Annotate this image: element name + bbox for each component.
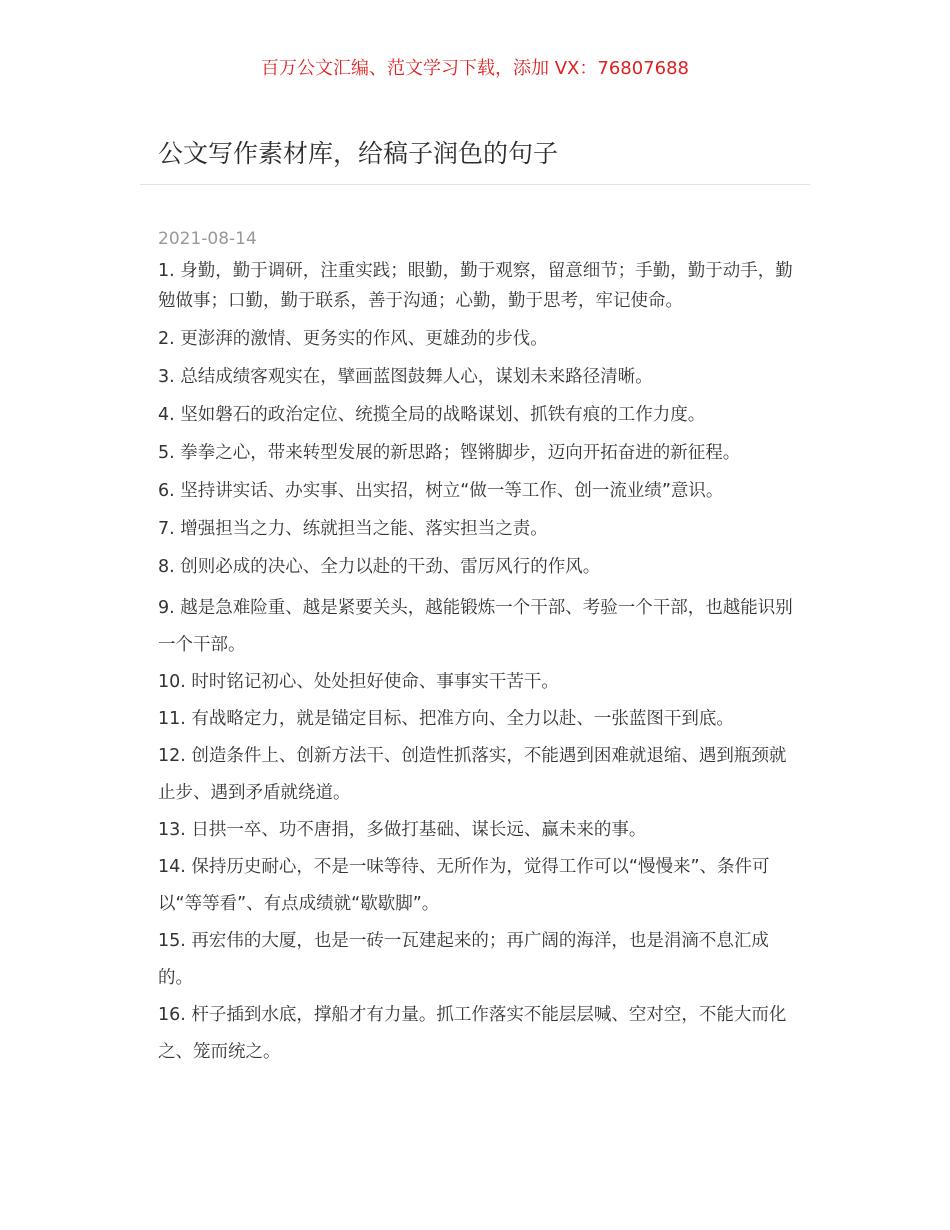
list-item: 11. 有战略定力，就是锚定目标、把准方向、全力以赴、一张蓝图干到底。 xyxy=(158,709,734,729)
list-item: 10. 时时铭记初心、处处担好使命、事事实干苦干。 xyxy=(158,672,559,692)
list-item: 4. 坚如磐石的政治定位、统揽全局的战略谋划、抓铁有痕的工作力度。 xyxy=(158,405,706,425)
list-item: 8. 创则必成的决心、全力以赴的干劲、雷厉风行的作风。 xyxy=(158,557,601,577)
promo-banner: 百万公文汇编、范文学习下载，添加 VX：76807688 xyxy=(261,58,689,79)
list-item: 6. 坚持讲实话、办实事、出实招，树立“做一等工作、创一流业绩”意识。 xyxy=(158,481,724,501)
list-item: 15. 再宏伟的大厦，也是一砖一瓦建起来的；再广阔的海洋，也是涓滴不息汇成的。 xyxy=(158,931,769,988)
list-item: 12. 创造条件上、创新方法干、创造性抓落实，不能遇到困难就退缩、遇到瓶颈就止步、遇到矛盾就绕道。 xyxy=(158,746,787,803)
list-item: 16. 杆子插到水底，撑船才有力量。抓工作落实不能层层喊、空对空，不能大而化之、笼而统之。 xyxy=(158,1005,787,1062)
article-body xyxy=(158,256,798,1071)
list-item: 7. 增强担当之力、练就担当之能、落实担当之责。 xyxy=(158,519,548,539)
list-item: 9. 越是急难险重、越是紧要关头，越能锻炼一个干部、考验一个干部，也越能识别一个干部。 xyxy=(158,598,793,655)
list-item: 3. 总结成绩客观实在，擘画蓝图鼓舞人心，谋划未来路径清晰。 xyxy=(158,367,653,387)
article-date: 2021-08-14 xyxy=(158,229,257,249)
list-item: 2. 更澎湃的激情、更务实的作风、更雄劲的步伐。 xyxy=(158,329,548,349)
list-item: 1. 身勤，勤于调研，注重实践；眼勤，勤于观察，留意细节；手勤，勤于动手，勤勉做事；口勤，勤于联系，善于沟通；心勤，勤于思考，牢记使命。 xyxy=(158,261,793,311)
list-item: 14. 保持历史耐心，不是一味等待、无所作为，觉得工作可以“慢慢来”、条件可以“等等看”、有点成绩就“歇歇脚”。 xyxy=(158,857,770,914)
title-divider xyxy=(140,184,810,185)
list-item: 13. 日拱一卒、功不唐捐，多做打基础、谋长远、赢未来的事。 xyxy=(158,820,647,840)
article-title: 公文写作素材库，给稿子润色的句子 xyxy=(158,139,559,168)
list-item: 5. 拳拳之心，带来转型发展的新思路；铿锵脚步，迈向开拓奋进的新征程。 xyxy=(158,443,741,463)
